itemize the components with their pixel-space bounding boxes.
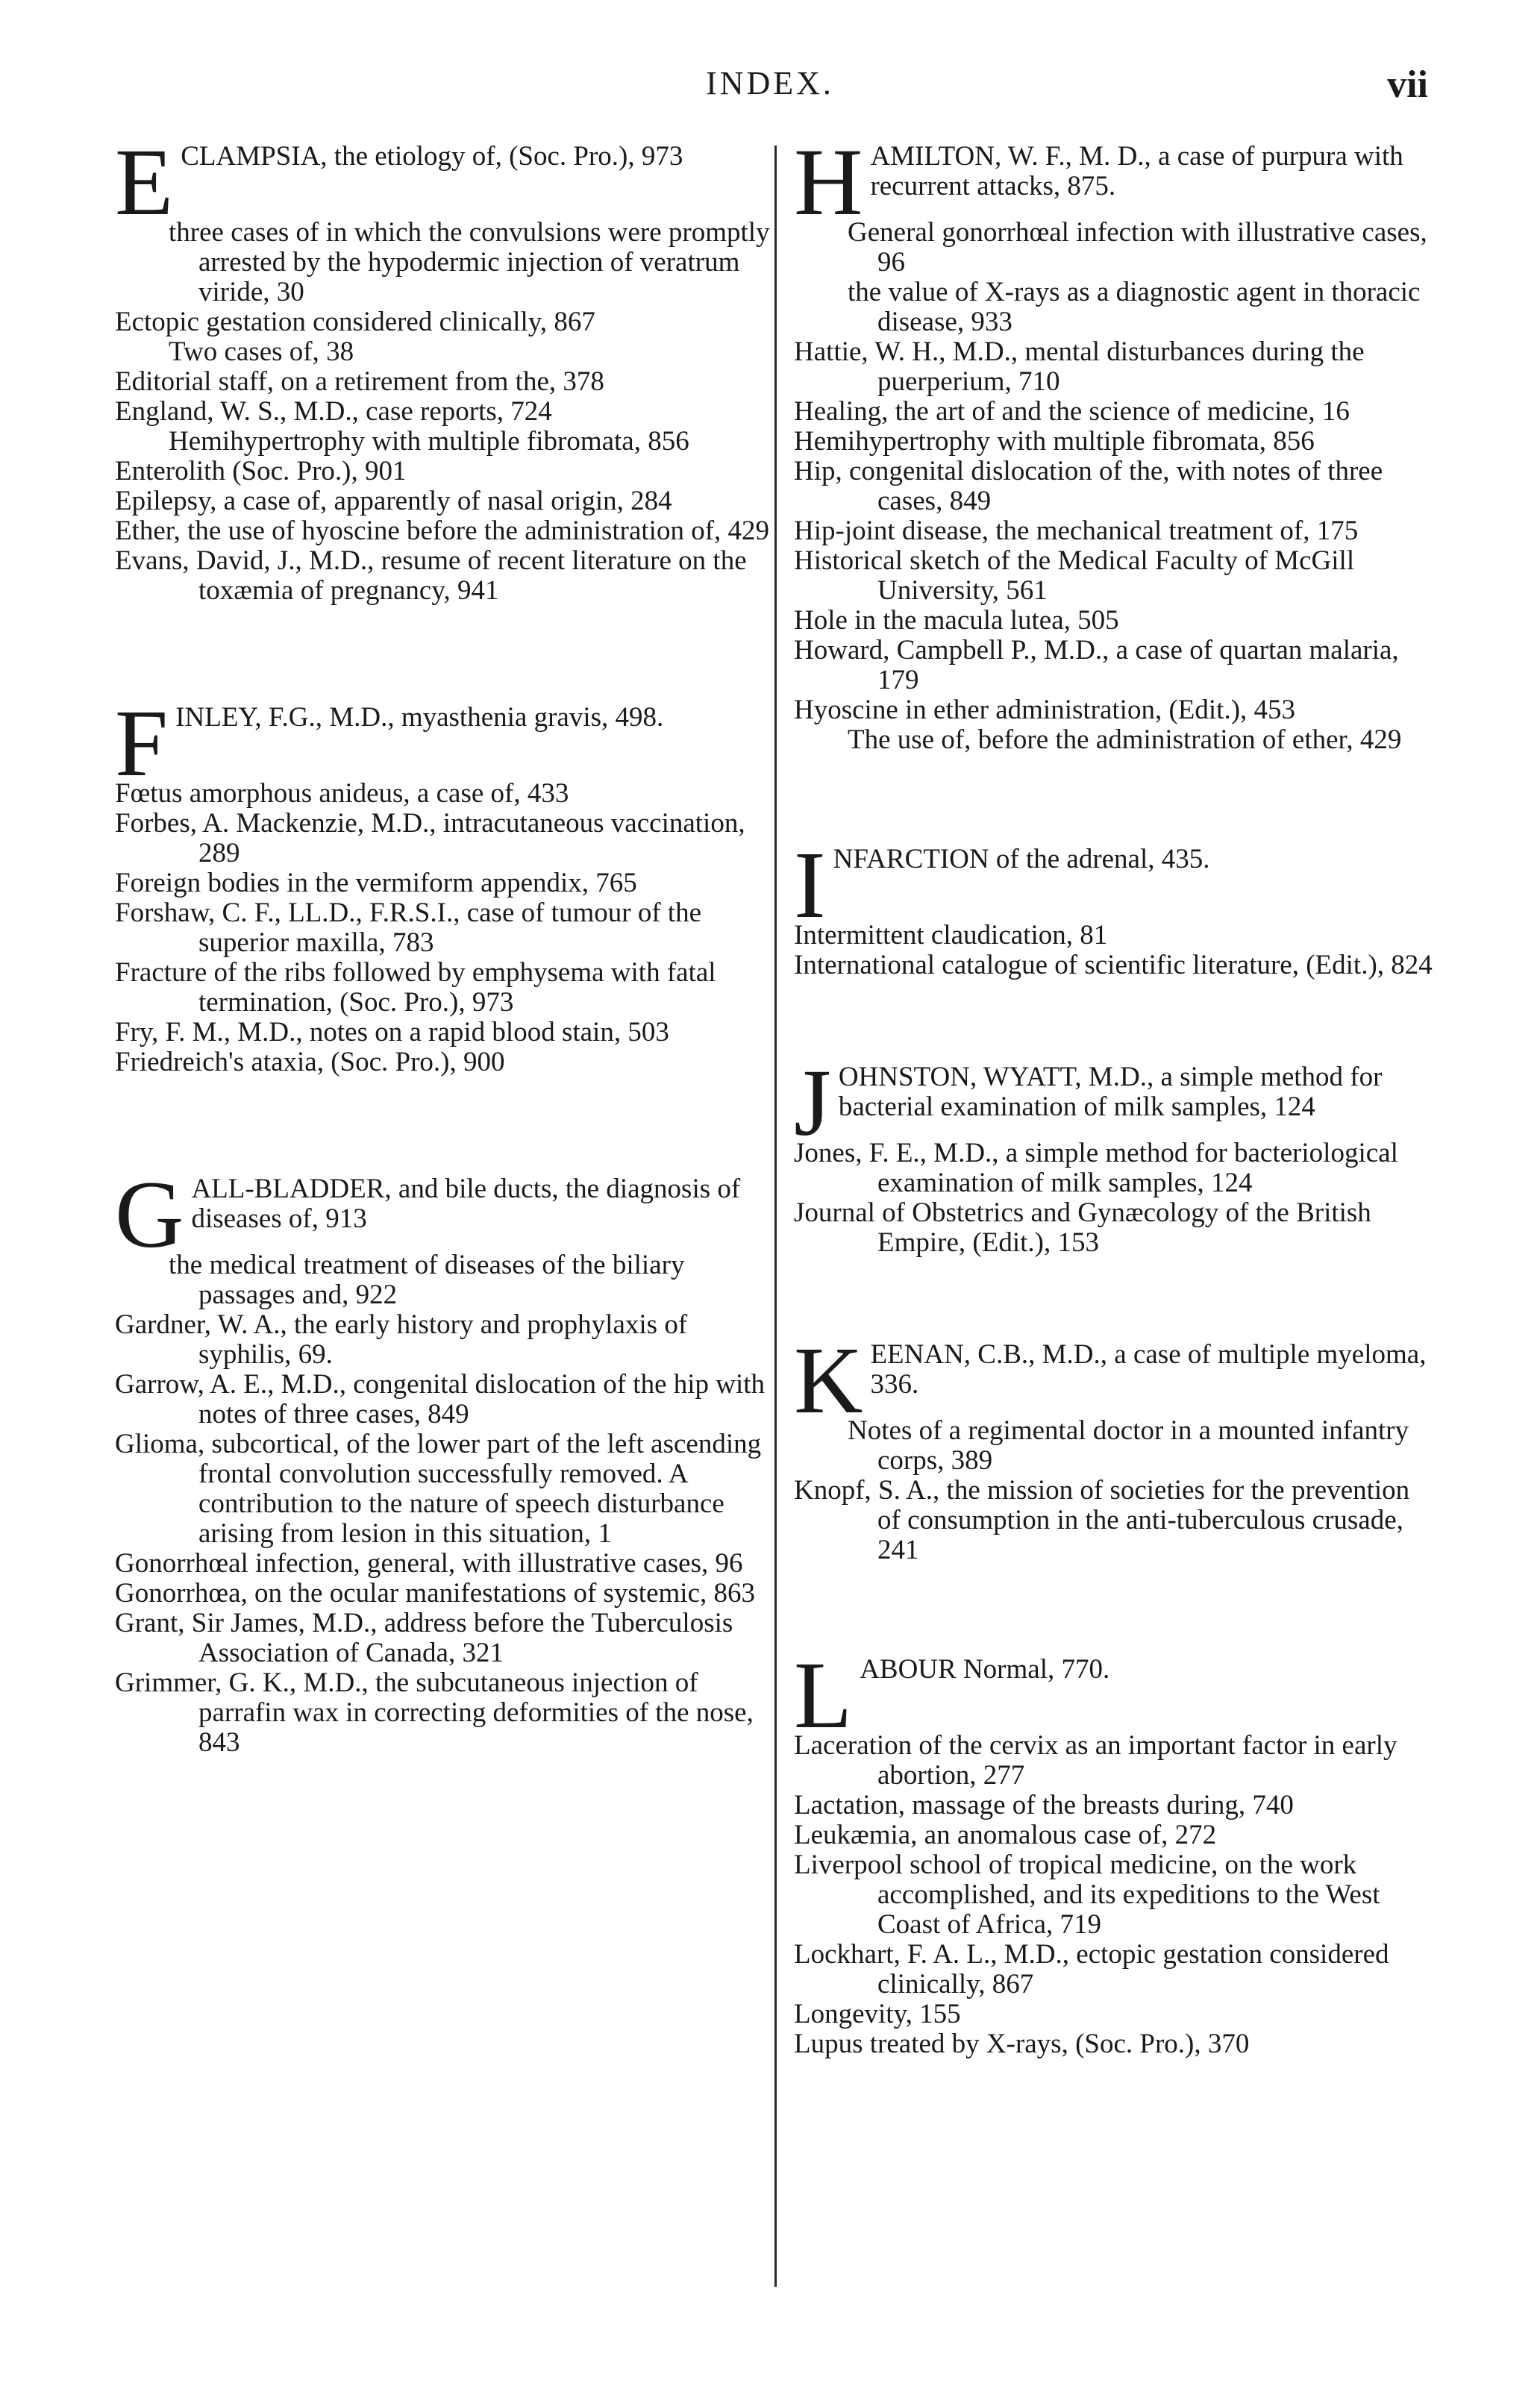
index-entry: Editorial staff, on a retirement from the, 378 [115, 366, 604, 397]
index-entry: Hemihypertrophy with multiple fibromata, 856 [794, 426, 1315, 457]
drop-cap: I [794, 832, 826, 938]
lead-entry-text: AMILTON, W. F., M. D., a case of purpura with recurrent attacks, 875. [870, 141, 1403, 201]
index-section-k [794, 1327, 1436, 1565]
section-lead-entry [794, 1050, 1436, 1156]
index-entry: Knopf, S. A., the mission of societies for the prevention of consumption in the anti-tuberculous crusade, 241 [794, 1475, 1410, 1565]
index-entry: Fœtus amorphous anideus, a case of, 433 [115, 778, 569, 809]
index-entry: Two cases of, 38 [169, 336, 354, 367]
index-entry: Ether, the use of hyoscine before the administration of, 429 [115, 516, 770, 546]
left-column [115, 129, 771, 1758]
index-entry: Intermittent claudication, 81 [794, 920, 1108, 951]
index-entry: Hemihypertrophy with multiple fibromata, 856 [169, 426, 689, 457]
lead-entry-text: ABOUR Normal, 770. [860, 1654, 1110, 1685]
index-entry: Forbes, A. Mackenzie, M.D., intracutaneous vaccination, 289 [115, 808, 745, 868]
section-lead-entry [794, 129, 1436, 235]
index-entry: Hyoscine in ether administration, (Edit.), 453 [794, 695, 1296, 725]
index-entry: Gardner, W. A., the early history and prophylaxis of syphilis, 69. [115, 1309, 688, 1370]
drop-cap: E [115, 129, 174, 235]
index-entry: Laceration of the cervix as an important factor in early abortion, 277 [794, 1730, 1397, 1791]
drop-cap: K [794, 1327, 863, 1433]
index-entry: Journal of Obstetrics and Gynæcology of the British Empire, (Edit.), 153 [794, 1197, 1371, 1258]
lead-entry-text: ALL-BLADDER, and bile ducts, the diagnosis of diseases of, 913 [191, 1174, 741, 1234]
index-entry: England, W. S., M.D., case reports, 724 [115, 396, 552, 427]
index-entry: Hip-joint disease, the mechanical treatment of, 175 [794, 516, 1359, 546]
section-lead-entry [794, 1642, 1436, 1748]
index-entry: Lactation, massage of the breasts during, 740 [794, 1790, 1294, 1820]
page-number: vii [1387, 63, 1428, 106]
lead-entry-text: NFARCTION of the adrenal, 435. [833, 844, 1210, 874]
index-entry: Notes of a regimental doctor in a mounted infantry corps, 389 [848, 1415, 1409, 1476]
drop-cap: G [115, 1162, 184, 1268]
index-section-h [794, 129, 1436, 755]
index-entry: Hattie, W. H., M.D., mental disturbances during the puerperium, 710 [794, 336, 1365, 397]
index-entry: Gonorrhœal infection, general, with illustrative cases, 96 [115, 1548, 743, 1579]
column-divider [774, 145, 777, 2287]
drop-cap: F [115, 690, 169, 796]
index-entry: Fracture of the ribs followed by emphysema with fatal termination, (Soc. Pro.), 973 [115, 957, 716, 1018]
index-entry: Forshaw, C. F., LL.D., F.R.S.I., case of tumour of the superior maxilla, 783 [115, 898, 702, 958]
lead-entry-text: INLEY, F.G., M.D., myasthenia gravis, 498. [175, 702, 664, 733]
lead-entry-text: EENAN, C.B., M.D., a case of multiple myeloma, 336. [870, 1339, 1427, 1400]
index-entry: Healing, the art of and the science of medicine, 16 [794, 396, 1350, 427]
page-title: INDEX. [706, 65, 834, 101]
index-entry: The use of, before the administration of ether, 429 [848, 724, 1402, 755]
drop-cap: H [794, 129, 863, 235]
index-entry: Gonorrhœa, on the ocular manifestations of systemic, 863 [115, 1578, 755, 1609]
index-entry: Evans, David, J., M.D., resume of recent literature on the toxæmia of pregnancy, 941 [115, 545, 747, 606]
index-entry: the medical treatment of diseases of the biliary passages and, 922 [169, 1250, 685, 1310]
index-entry: three cases of in which the convulsions were promptly arrested by the hypodermic injection of veratrum viride, 30 [169, 217, 770, 307]
index-entry: Lupus treated by X-rays, (Soc. Pro.), 370 [794, 2029, 1250, 2059]
index-section-j [794, 1050, 1436, 1258]
index-entry: Fry, F. M., M.D., notes on a rapid blood stain, 503 [115, 1017, 669, 1048]
index-entry: Howard, Campbell P., M.D., a case of quartan malaria, 179 [794, 635, 1399, 695]
index-entry: Lockhart, F. A. L., M.D., ectopic gestation considered clinically, 867 [794, 1939, 1389, 2000]
index-entry: General gonorrhœal infection with illustrative cases, 96 [848, 217, 1427, 278]
index-entry: Leukæmia, an anomalous case of, 272 [794, 1820, 1217, 1850]
index-section-g [115, 1162, 771, 1758]
index-entry: International catalogue of scientific literature, (Edit.), 824 [794, 950, 1433, 980]
index-section-e [115, 129, 771, 606]
right-column [794, 129, 1436, 2059]
index-section-l [794, 1642, 1436, 2059]
index-entry: Garrow, A. E., M.D., congenital dislocation of the hip with notes of three cases, 849 [115, 1369, 766, 1430]
index-entry: Glioma, subcortical, of the lower part of the left ascending frontal convolution successfully removed. A contribution to the nature of speech disturbance arising from lesion in this situation, 1 [115, 1429, 762, 1549]
section-lead-entry [115, 1162, 771, 1268]
index-section-i [794, 832, 1436, 980]
index-entry: Grimmer, G. K., M.D., the subcutaneous injection of parrafin wax in correcting deformities of the nose, 843 [115, 1668, 754, 1758]
index-entry: Epilepsy, a case of, apparently of nasal origin, 284 [115, 486, 672, 516]
lead-entry-text: CLAMPSIA, the etiology of, (Soc. Pro.), 973 [181, 141, 683, 172]
index-entry: Hip, congenital dislocation of the, with notes of three cases, 849 [794, 456, 1383, 516]
index-entry: Longevity, 155 [794, 1999, 961, 2029]
index-entry: Hole in the macula lutea, 505 [794, 605, 1119, 636]
index-entry: Historical sketch of the Medical Faculty of McGill University, 561 [794, 545, 1355, 606]
drop-cap: J [794, 1050, 831, 1156]
lead-entry-text: OHNSTON, WYATT, M.D., a simple method for bacterial examination of milk samples, 124 [838, 1062, 1383, 1122]
index-entry: Ectopic gestation considered clinically, 867 [115, 307, 595, 337]
index-entry: Jones, F. E., M.D., a simple method for bacteriological examination of milk samples, 124 [794, 1138, 1398, 1198]
index-entry: Foreign bodies in the vermiform appendix, 765 [115, 868, 637, 898]
section-lead-entry [115, 129, 771, 235]
index-entry: Grant, Sir James, M.D., address before the Tuberculosis Association of Canada, 321 [115, 1608, 733, 1668]
drop-cap: L [794, 1642, 853, 1748]
index-entry: Enterolith (Soc. Pro.), 901 [115, 456, 407, 486]
index-entry: the value of X-rays as a diagnostic agent in thoracic disease, 933 [848, 277, 1421, 337]
index-section-f [115, 690, 771, 1077]
section-lead-entry [794, 1327, 1436, 1433]
index-entry: Friedreich's ataxia, (Soc. Pro.), 900 [115, 1047, 505, 1077]
index-entry: Liverpool school of tropical medicine, on the work accomplished, and its expeditions to the West Coast of Africa, 719 [794, 1850, 1380, 1940]
